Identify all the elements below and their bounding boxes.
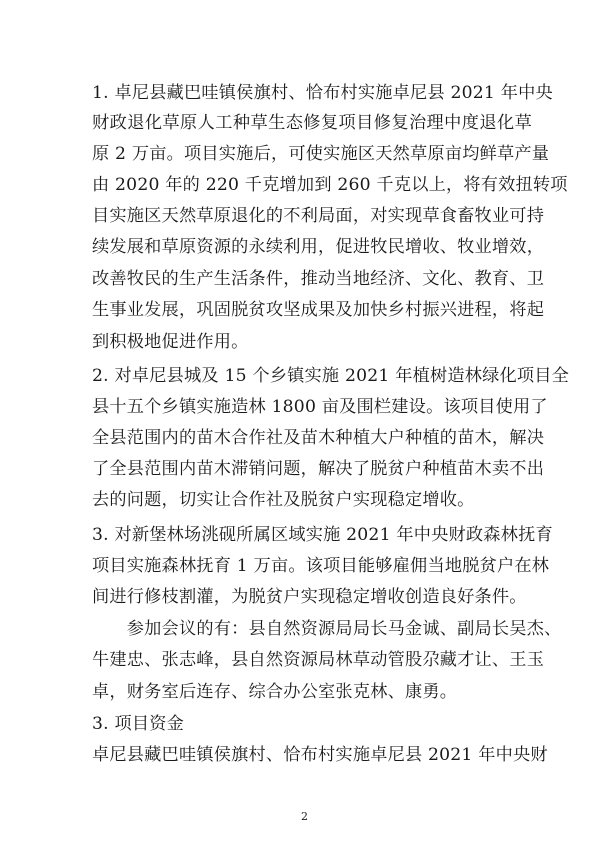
text-line: 牛建忠、张志峰，县自然资源局林草动管股尕藏才让、王玉 — [92, 650, 545, 670]
page-number: 2 — [301, 810, 308, 823]
text-line: 改善牧民的生产生活条件，推动当地经济、文化、教育、卫 — [92, 269, 545, 289]
text-line: 1. 卓尼县藏巴哇镇侯旗村、恰布村实施卓尼县 2021 年中央 — [92, 83, 553, 103]
text-line: 生事业发展，巩固脱贫攻坚成果及加快乡村振兴进程，将起 — [92, 300, 545, 320]
text-line: 了全县范围内苗木滞销问题，解决了脱贫户种植苗木卖不出 — [92, 459, 545, 479]
text-line: 全县范围内的苗木合作社及苗木种植大户种植的苗木，解决 — [92, 428, 545, 448]
text-line: 原 2 万亩。项目实施后，可使实施区天然草原亩均鲜草产量 — [92, 144, 550, 164]
text-line: 财政退化草原人工种草生态修复项目修复治理中度退化草 — [92, 113, 532, 133]
text-line: 项目实施森林抚育 1 万亩。该项目能够雇佣当地脱贫户在林 — [92, 556, 550, 576]
text-line: 3. 对新堡林场洮砚所属区域实施 2021 年中央财政森林抚育 — [92, 525, 553, 545]
text-line: 由 2020 年的 220 千克增加到 260 千克以上，将有效扭转项 — [92, 175, 568, 195]
text-line: 去的问题，切实让合作社及脱贫户实现稳定增收。 — [92, 490, 475, 510]
text-line: 到积极地促进作用。 — [92, 332, 249, 352]
text-line: 参加会议的有：县自然资源局局长马金诚、副局长吴杰、 — [92, 619, 562, 639]
text-line: 间进行修枝割灌，为脱贫户实现稳定增收创造良好条件。 — [92, 587, 527, 607]
text-line: 县十五个乡镇实施造林 1800 亩及围栏建设。该项目使用了 — [92, 397, 548, 417]
text-line: 2. 对卓尼县城及 15 个乡镇实施 2021 年植树造林绿化项目全 — [92, 366, 570, 386]
text-line: 卓尼县藏巴哇镇侯旗村、恰布村实施卓尼县 2021 年中央财 — [92, 745, 548, 765]
text-line: 续发展和草原资源的永续利用，促进牧民增收、牧业增效， — [92, 237, 545, 257]
section-heading: 3. 项目资金 — [92, 714, 185, 734]
text-line: 卓，财务室后连存、综合办公室张克林、康勇。 — [92, 682, 458, 702]
text-line: 目实施区天然草原退化的不利局面，对实现草食畜牧业可持 — [92, 206, 545, 226]
